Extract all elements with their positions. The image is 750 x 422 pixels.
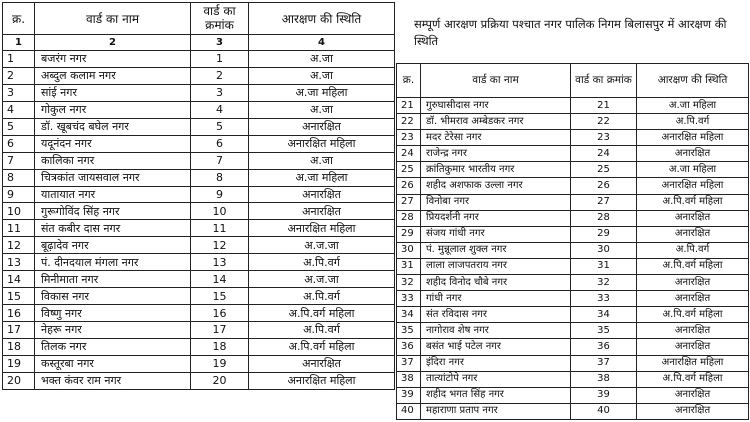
ward-code: 7 <box>191 152 249 169</box>
ward-name: इंदिरा नगर <box>421 355 571 371</box>
row-number: 13 <box>3 254 35 271</box>
reservation-status: अ.पि.वर्ग <box>249 288 395 305</box>
row-number: 22 <box>397 114 421 130</box>
reservation-status-heading: सम्पूर्ण आरक्षण प्रक्रिया पश्चात नगर पालिक निगम बिलासपुर में आरक्षण की स्थिति <box>414 17 727 48</box>
ward-name: यदूनंदन नगर <box>35 135 191 152</box>
ward-code: 30 <box>571 242 637 258</box>
table-row <box>3 355 395 372</box>
reservation-status: अ.पि.वर्ग <box>249 322 395 339</box>
column-number: 4 <box>249 35 395 51</box>
ward-code: 34 <box>571 307 637 323</box>
header-reservation-status: आरक्षण की स्थिति <box>637 64 749 98</box>
ward-code: 11 <box>191 220 249 237</box>
row-number: 30 <box>397 242 421 258</box>
ward-code: 8 <box>191 169 249 186</box>
ward-code: 12 <box>191 237 249 254</box>
ward-code: 16 <box>191 305 249 322</box>
ward-name: यातायात नगर <box>35 186 191 203</box>
ward-name: कस्तूरबा नगर <box>35 355 191 372</box>
table-row <box>3 271 395 288</box>
ward-code: 39 <box>571 387 637 403</box>
ward-code: 36 <box>571 339 637 355</box>
ward-name: बजरंग नगर <box>35 51 191 68</box>
reservation-status: अनारक्षित महिला <box>249 135 395 152</box>
table-row <box>3 254 395 271</box>
row-number: 26 <box>397 178 421 194</box>
table-row <box>3 101 395 118</box>
row-number: 24 <box>397 146 421 162</box>
ward-code: 5 <box>191 118 249 135</box>
header-ward-code: वार्ड का क्रमांक <box>191 3 249 35</box>
ward-code: 29 <box>571 226 637 242</box>
table-row <box>397 114 749 130</box>
ward-code: 33 <box>571 291 637 307</box>
ward-code: 24 <box>571 146 637 162</box>
ward-name: मदर टेरेसा नगर <box>421 130 571 146</box>
reservation-status: अ.पि.वर्ग महिला <box>637 194 749 210</box>
table-row <box>397 226 749 242</box>
header-reservation-status: आरक्षण की स्थिति <box>249 3 395 35</box>
reservation-status: अ.जा <box>249 101 395 118</box>
ward-name: तात्यांटोपे नगर <box>421 371 571 387</box>
row-number: 14 <box>3 271 35 288</box>
reservation-status: अ.पि.वर्ग <box>637 242 749 258</box>
table-row <box>3 152 395 169</box>
row-number: 32 <box>397 275 421 291</box>
table-row <box>397 355 749 371</box>
ward-name: विष्णु नगर <box>35 305 191 322</box>
reservation-status: अ.पि.वर्ग महिला <box>249 305 395 322</box>
reservation-status: अ.पि.वर्ग महिला <box>637 371 749 387</box>
reservation-status: अनारक्षित <box>637 339 749 355</box>
row-number: 1 <box>3 51 35 68</box>
ward-code: 21 <box>571 98 637 114</box>
table-row <box>397 98 749 114</box>
ward-code: 31 <box>571 258 637 274</box>
reservation-status: अ.पि.वर्ग महिला <box>637 258 749 274</box>
ward-code: 25 <box>571 162 637 178</box>
reservation-status: अ.जा <box>249 67 395 84</box>
table-row <box>397 291 749 307</box>
reservation-status: अ.जा <box>249 152 395 169</box>
ward-name: भक्त कंवर राम नगर <box>35 372 191 389</box>
reservation-status: अनारक्षित <box>249 186 395 203</box>
ward-code: 17 <box>191 322 249 339</box>
reservation-status: अनारक्षित <box>637 146 749 162</box>
reservation-status: अनारक्षित <box>249 118 395 135</box>
reservation-status: अनारक्षित <box>249 203 395 220</box>
ward-name: डॉ. भीमराव अम्बेडकर नगर <box>421 114 571 130</box>
ward-name: चित्रकांत जायसवाल नगर <box>35 169 191 186</box>
table-row <box>3 169 395 186</box>
column-number: 2 <box>35 35 191 51</box>
table-row <box>3 67 395 84</box>
table-row <box>3 220 395 237</box>
reservation-status: अ.जा महिला <box>249 84 395 101</box>
ward-name: मिनीमाता नगर <box>35 271 191 288</box>
row-number: 9 <box>3 186 35 203</box>
row-number: 6 <box>3 135 35 152</box>
ward-name: राजेन्द्र नगर <box>421 146 571 162</box>
row-number: 11 <box>3 220 35 237</box>
ward-name: नागोराव शेष नगर <box>421 323 571 339</box>
table-row <box>3 305 395 322</box>
row-number: 37 <box>397 355 421 371</box>
ward-code: 19 <box>191 355 249 372</box>
table-row <box>397 387 749 403</box>
ward-name: अब्दुल कलाम नगर <box>35 67 191 84</box>
row-number: 34 <box>397 307 421 323</box>
left-header-row <box>3 3 395 35</box>
reservation-status: अनारक्षित <box>637 275 749 291</box>
reservation-status: अनारक्षित <box>637 387 749 403</box>
table-row <box>3 288 395 305</box>
row-number: 10 <box>3 203 35 220</box>
reservation-status: अ.जा महिला <box>637 98 749 114</box>
ward-code: 40 <box>571 403 637 419</box>
table-row <box>397 242 749 258</box>
header-no: क्र. <box>397 64 421 98</box>
ward-name: संजय गांधी नगर <box>421 226 571 242</box>
ward-code: 28 <box>571 210 637 226</box>
reservation-status: अ.पि.वर्ग महिला <box>637 307 749 323</box>
table-row <box>3 84 395 101</box>
ward-name: प्रियदर्शनी नगर <box>421 210 571 226</box>
ward-code: 15 <box>191 288 249 305</box>
reservation-status: अनारक्षित <box>637 226 749 242</box>
row-number: 23 <box>397 130 421 146</box>
row-number: 8 <box>3 169 35 186</box>
row-number: 5 <box>3 118 35 135</box>
reservation-status: अ.ज.जा <box>249 237 395 254</box>
reservation-status: अनारक्षित <box>637 403 749 419</box>
row-number: 17 <box>3 322 35 339</box>
row-number: 27 <box>397 194 421 210</box>
header-no: क्र. <box>3 3 35 35</box>
row-number: 19 <box>3 355 35 372</box>
ward-name: विकास नगर <box>35 288 191 305</box>
ward-name: गुरुघासीदास नगर <box>421 98 571 114</box>
table-row <box>397 339 749 355</box>
reservation-status: अनारक्षित <box>637 323 749 339</box>
row-number: 15 <box>3 288 35 305</box>
table-row <box>397 178 749 194</box>
ward-code: 32 <box>571 275 637 291</box>
table-row <box>3 118 395 135</box>
reservation-status: अ.ज.जा <box>249 271 395 288</box>
left-reservation-table <box>2 2 395 390</box>
ward-code: 18 <box>191 338 249 355</box>
row-number: 31 <box>397 258 421 274</box>
ward-name: महाराणा प्रताप नगर <box>421 403 571 419</box>
table-row <box>397 403 749 419</box>
table-row <box>397 194 749 210</box>
ward-code: 26 <box>571 178 637 194</box>
ward-name: सांई नगर <box>35 84 191 101</box>
ward-code: 20 <box>191 372 249 389</box>
header-ward-code: वार्ड का क्रमांक <box>571 64 637 98</box>
reservation-status: अ.पि.वर्ग <box>637 114 749 130</box>
row-number: 3 <box>3 84 35 101</box>
table-row <box>3 203 395 220</box>
table-row <box>3 186 395 203</box>
ward-code: 38 <box>571 371 637 387</box>
column-number: 1 <box>3 35 35 51</box>
table-row <box>3 338 395 355</box>
ward-name: शहीद विनोद चौबे नगर <box>421 275 571 291</box>
ward-code: 6 <box>191 135 249 152</box>
row-number: 7 <box>3 152 35 169</box>
row-number: 18 <box>3 338 35 355</box>
ward-name: संत कबीर दास नगर <box>35 220 191 237</box>
ward-code: 3 <box>191 84 249 101</box>
table-row <box>3 372 395 389</box>
ward-code: 14 <box>191 271 249 288</box>
ward-code: 37 <box>571 355 637 371</box>
ward-name: गोकुल नगर <box>35 101 191 118</box>
ward-code: 4 <box>191 101 249 118</box>
ward-name: नेहरू नगर <box>35 322 191 339</box>
ward-name: गांधी नगर <box>421 291 571 307</box>
ward-name: कालिका नगर <box>35 152 191 169</box>
reservation-status: अनारक्षित महिला <box>637 130 749 146</box>
reservation-status: अ.पि.वर्ग <box>249 254 395 271</box>
ward-code: 27 <box>571 194 637 210</box>
ward-code: 2 <box>191 67 249 84</box>
row-number: 16 <box>3 305 35 322</box>
reservation-status: अ.जा <box>249 51 395 68</box>
ward-code: 22 <box>571 114 637 130</box>
table-row <box>397 307 749 323</box>
reservation-status: अ.पि.वर्ग महिला <box>249 338 395 355</box>
reservation-status: अनारक्षित महिला <box>637 355 749 371</box>
ward-name: विनोबा नगर <box>421 194 571 210</box>
ward-name: शहीद अशफाक उल्ला नगर <box>421 178 571 194</box>
ward-code: 35 <box>571 323 637 339</box>
reservation-status: अनारक्षित <box>637 210 749 226</box>
table-row <box>3 322 395 339</box>
table-row <box>3 135 395 152</box>
row-number: 4 <box>3 101 35 118</box>
row-number: 28 <box>397 210 421 226</box>
reservation-status: अनारक्षित महिला <box>637 178 749 194</box>
row-number: 36 <box>397 339 421 355</box>
header-ward-name: वार्ड का नाम <box>35 3 191 35</box>
ward-name: संत रविदास नगर <box>421 307 571 323</box>
table-row <box>3 237 395 254</box>
row-number: 38 <box>397 371 421 387</box>
reservation-status: अ.जा महिला <box>249 169 395 186</box>
table-row <box>397 323 749 339</box>
ward-name: पं. दीनदयाल मंगला नगर <box>35 254 191 271</box>
row-number: 20 <box>3 372 35 389</box>
ward-name: लाला लाजपतराय नगर <box>421 258 571 274</box>
ward-code: 23 <box>571 130 637 146</box>
table-row <box>397 371 749 387</box>
ward-name: शहीद भगत सिंह नगर <box>421 387 571 403</box>
reservation-status: अनारक्षित महिला <box>249 220 395 237</box>
row-number: 29 <box>397 226 421 242</box>
right-table-body <box>397 98 749 420</box>
header-ward-name: वार्ड का नाम <box>421 64 571 98</box>
row-number: 12 <box>3 237 35 254</box>
table-row <box>3 51 395 68</box>
right-reservation-table <box>396 63 749 420</box>
ward-name: तिलक नगर <box>35 338 191 355</box>
column-number-row <box>3 35 395 51</box>
ward-name: बूढ़ादेव नगर <box>35 237 191 254</box>
reservation-status: अ.जा महिला <box>637 162 749 178</box>
ward-code: 9 <box>191 186 249 203</box>
row-number: 40 <box>397 403 421 419</box>
row-number: 39 <box>397 387 421 403</box>
table-row <box>397 210 749 226</box>
left-table-body <box>3 51 395 390</box>
ward-name: गुरूगोविंद सिंह नगर <box>35 203 191 220</box>
ward-name: डॉ. खूबचंद बघेल नगर <box>35 118 191 135</box>
reservation-status: अनारक्षित <box>249 355 395 372</box>
ward-code: 13 <box>191 254 249 271</box>
column-number: 3 <box>191 35 249 51</box>
ward-name: पं. मुन्नूलाल शुक्ल नगर <box>421 242 571 258</box>
row-number: 33 <box>397 291 421 307</box>
ward-code: 1 <box>191 51 249 68</box>
ward-name: क्रांतिकुमार भारतीय नगर <box>421 162 571 178</box>
table-row <box>397 162 749 178</box>
row-number: 2 <box>3 67 35 84</box>
ward-code: 10 <box>191 203 249 220</box>
table-row <box>397 130 749 146</box>
table-row <box>397 258 749 274</box>
ward-name: बसंत भाई पटेल नगर <box>421 339 571 355</box>
table-row <box>397 146 749 162</box>
table-row <box>397 275 749 291</box>
reservation-status: अनारक्षित <box>637 291 749 307</box>
row-number: 25 <box>397 162 421 178</box>
row-number: 35 <box>397 323 421 339</box>
reservation-status: अनारक्षित महिला <box>249 372 395 389</box>
row-number: 21 <box>397 98 421 114</box>
right-header-row <box>397 64 749 98</box>
